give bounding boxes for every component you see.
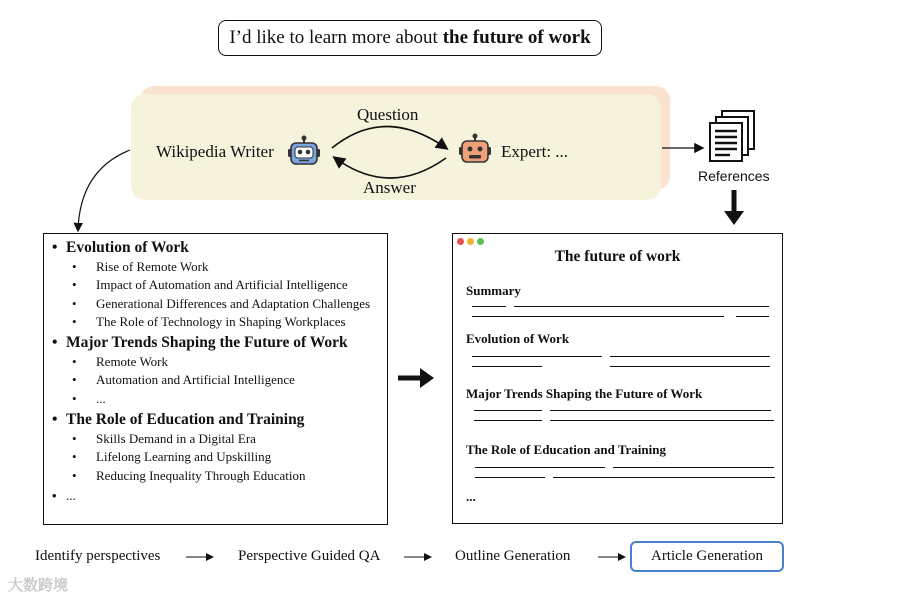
answer-arrow: [335, 158, 446, 178]
stage-outline-generation: Outline Generation: [455, 548, 571, 564]
outline-item: • Lifelong Learning and Upskilling: [72, 449, 272, 464]
text-line: [610, 356, 770, 357]
stage-article-generation: Article Generation: [630, 541, 784, 572]
text-line: [472, 306, 506, 307]
text-line: [472, 316, 724, 317]
watermark-logo: 大数跨境: [8, 577, 69, 594]
outline-item: • Generational Differences and Adaptation Challenges: [72, 296, 371, 311]
outline-item: • Reducing Inequality Through Education: [72, 468, 306, 483]
text-line: [472, 366, 542, 367]
text-line: [550, 420, 774, 421]
question-arrow: [332, 127, 446, 149]
text-line: [613, 467, 774, 468]
references-label: References: [698, 168, 770, 184]
references-documents-icon: [708, 110, 758, 162]
outline-to-article-head: [420, 368, 434, 388]
outline-item: • Impact of Automation and Artificial Intelligence: [72, 277, 348, 292]
article-section-heading: Summary: [466, 283, 521, 298]
text-line: [736, 316, 769, 317]
text-line: [550, 410, 771, 411]
text-line: [610, 366, 770, 367]
window-close-dot: [457, 238, 464, 245]
outline-more: • ...: [52, 488, 76, 503]
text-line: [514, 306, 769, 307]
text-line: [474, 410, 542, 411]
question-label: Question: [357, 105, 419, 124]
article-more: ...: [466, 489, 476, 504]
article-section-heading: Major Trends Shaping the Future of Work: [466, 386, 703, 401]
query-prefix: I’d like to learn more about: [229, 27, 438, 48]
article-panel: [452, 233, 783, 524]
outline-item: • ...: [72, 391, 106, 406]
outline-section-title: • The Role of Education and Training: [52, 411, 305, 428]
writer-label: Wikipedia Writer: [156, 142, 274, 161]
article-section-heading: The Role of Education and Training: [466, 442, 666, 457]
text-line: [475, 467, 605, 468]
text-line: [474, 420, 542, 421]
answer-label: Answer: [363, 178, 416, 197]
outline-item: • Automation and Artificial Intelligence: [72, 372, 295, 387]
query-topic: the future of work: [442, 27, 591, 48]
window-minimize-dot: [467, 238, 474, 245]
stage-identify-perspectives: Identify perspectives: [35, 548, 161, 564]
expert-label: Expert: ...: [501, 142, 569, 161]
outline-item: • The Role of Technology in Shaping Workplaces: [72, 314, 346, 329]
outline-item: • Rise of Remote Work: [72, 259, 209, 274]
stage-perspective-guided-qa: Perspective Guided QA: [238, 548, 381, 564]
outline-panel: [43, 233, 388, 525]
text-line: [475, 477, 545, 478]
text-line: [472, 356, 602, 357]
article-title: The future of work: [554, 248, 681, 265]
outline-section-title: • Evolution of Work: [52, 239, 189, 256]
outline-section-title: • Major Trends Shaping the Future of Work: [52, 334, 348, 351]
to-outline-arrow: [78, 150, 130, 230]
outline-item: • Remote Work: [72, 354, 169, 369]
outline-item: • Skills Demand in a Digital Era: [72, 431, 256, 446]
article-section-heading: Evolution of Work: [466, 331, 570, 346]
text-line: [553, 477, 775, 478]
window-maximize-dot: [477, 238, 484, 245]
references-down-head: [724, 211, 744, 225]
